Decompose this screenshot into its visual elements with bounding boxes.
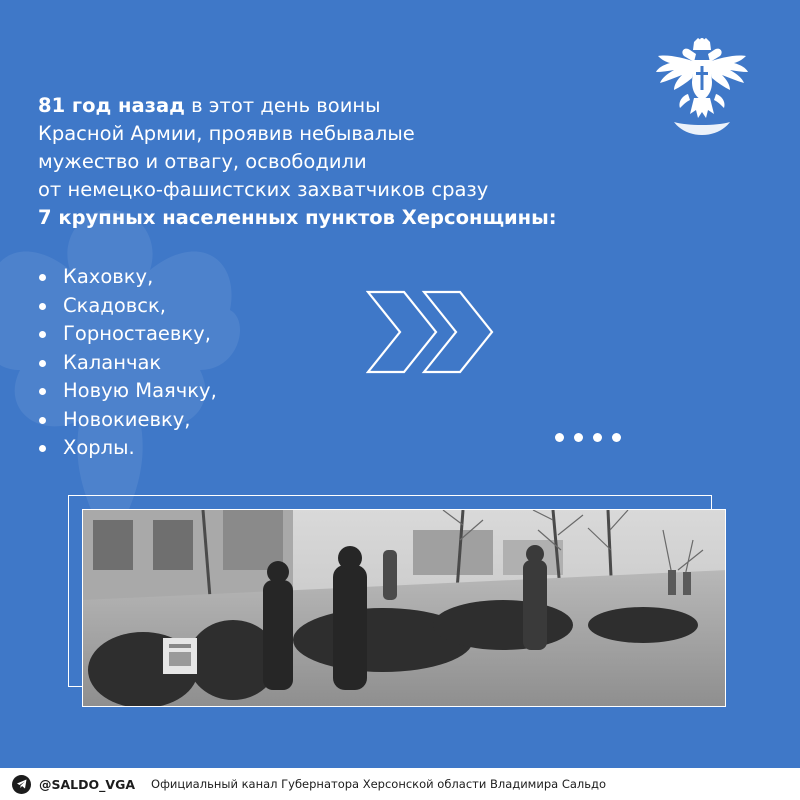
bullet-icon: [39, 360, 46, 367]
double-chevron-icon: [366, 290, 506, 374]
channel-description: Официальный канал Губернатора Херсонской области Владимира Сальдо: [151, 777, 607, 791]
list-item: [38, 377, 217, 406]
page-dots: [555, 433, 621, 442]
telegram-plane-icon: [16, 778, 28, 790]
list-item: [38, 263, 217, 292]
list-item: [38, 434, 217, 463]
bullet-icon: [39, 388, 46, 395]
intro-emphasis: 7 крупных населенных пунктов Херсонщины:: [38, 206, 557, 229]
town-label: Новую Маячку,: [63, 379, 217, 402]
town-label: Каланчак: [63, 350, 162, 374]
intro-paragraph: [38, 92, 678, 232]
historical-photo-soldiers-icon: [83, 510, 726, 707]
footer-bar: [0, 768, 800, 800]
bullet-icon: [39, 274, 46, 281]
dot-icon: [574, 433, 583, 442]
towns-list: [38, 263, 217, 463]
town-label: Новокиевку,: [63, 407, 191, 431]
list-item: [38, 320, 217, 349]
bullet-icon: [39, 417, 46, 424]
town-label: Хорлы.: [63, 436, 135, 459]
bullet-icon: [39, 331, 46, 338]
channel-handle-link[interactable]: @SALDO_VGA: [39, 776, 136, 792]
telegram-icon[interactable]: [12, 775, 31, 794]
dot-icon: [555, 433, 564, 442]
intro-body: в этот день воины Красной Армии, проявив небывалые мужество и отвагу, освободили от немецко-фашистских захватчиков сразу: [38, 94, 489, 201]
intro-lead: 81 год назад: [38, 94, 185, 117]
list-item: [38, 406, 217, 435]
list-item: [38, 292, 217, 321]
list-item: [38, 349, 217, 378]
town-label: Скадовск,: [63, 293, 166, 317]
historical-photo: [82, 509, 726, 707]
bullet-icon: [39, 303, 46, 310]
bullet-icon: [39, 445, 46, 452]
dot-icon: [612, 433, 621, 442]
town-label: Каховку,: [63, 265, 154, 288]
dot-icon: [593, 433, 602, 442]
town-label: Горностаевку,: [63, 322, 211, 345]
